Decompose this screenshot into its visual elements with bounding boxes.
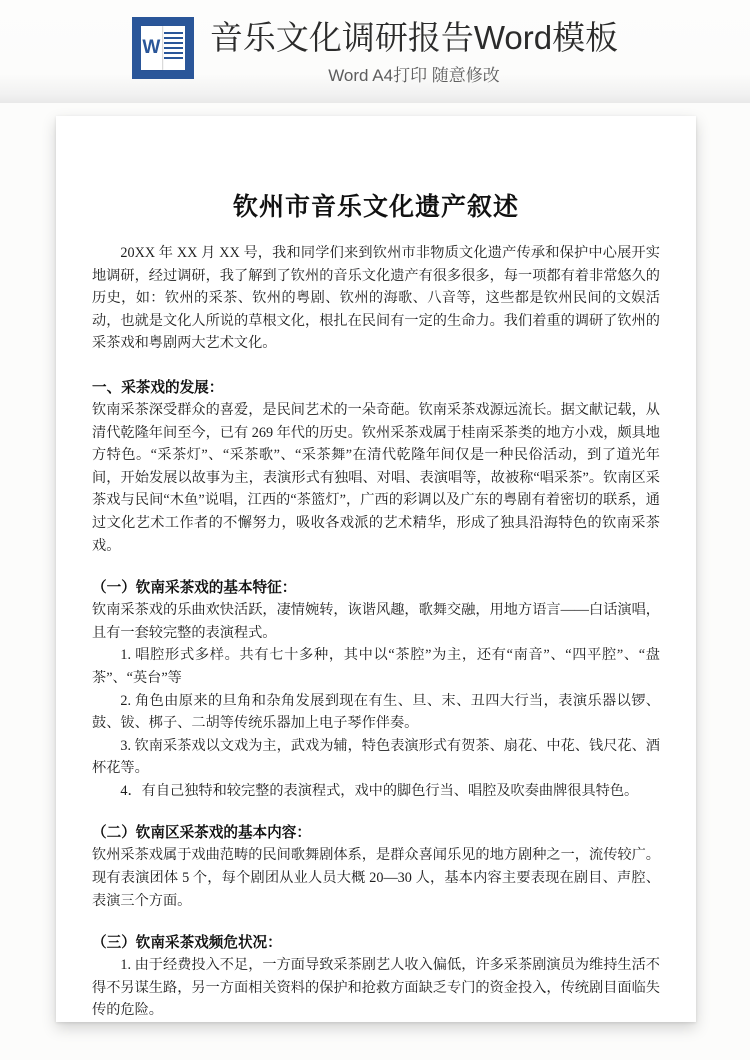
section-1-2-body: 钦州采茶戏属于戏曲范畴的民间歌舞剧体系，是群众喜闻乐见的地方剧种之一，流传较广。现有表演团体 5 个，每个剧团从业人员大概 20—30 人，基本内容主要表现在剧目、声腔、表演三个方面。 <box>92 847 660 909</box>
section-1-1-item-2: 2. 角色由原来的旦角和杂角发展到现在有生、旦、末、丑四大行当，表演乐器以锣、鼓、钹、梆子、二胡等传统乐器加上电子琴作伴奏。 <box>92 692 660 732</box>
intro-paragraph: 20XX 年 XX 月 XX 号，我和同学们来到钦州市非物质文化遗产传承和保护中心展开实地调研，经过调研，我了解到了钦州的音乐文化遗产有很多很多，每一项都有着非常悠久的历史，如：钦州的采茶、钦州的粤剧、钦州的海歌、八音等，这些都是钦州民间的文娱活动，也就是文化人所说的草根文化，根扎在民间有一定的生命力。我们着重的调研了钦州的采茶戏和粤剧两大艺术文化。 <box>92 245 660 352</box>
section-1-1-heading: （一）钦南采茶戏的基本特征： <box>92 580 297 597</box>
section-1-1-item-4: 4．有自己独特和较完整的表演程式，戏中的脚色行当、唱腔及吹奏曲牌很具特色。 <box>120 782 639 799</box>
section-1-3-item-1: 1. 由于经费投入不足，一方面导致采茶剧艺人收入偏低，许多采茶剧演员为维持生活不得不另谋生路，另一方面相关资料的保护和抢救方面缺乏专门的资金投入，传统剧目面临失传的危险。 <box>92 957 660 1019</box>
header-title: 音乐文化调研报告Word模板 <box>209 19 619 56</box>
document-title: 钦州市音乐文化遗产叙述 <box>232 194 519 221</box>
document-body <box>92 116 660 1022</box>
section-1-1-body: 钦南采茶戏的乐曲欢快活跃，凄情婉转，诙谐风趣，歌舞交融，用地方语言——白话演唱，且有一套较完整的表演程式。 <box>92 602 660 641</box>
word-logo-icon <box>132 17 194 79</box>
section-1-heading: 一、采茶戏的发展： <box>92 379 224 396</box>
word-logo-letter: W <box>142 37 161 58</box>
page-header <box>0 0 750 103</box>
section-1-2-heading: （二）钦南区采茶戏的基本内容： <box>92 825 311 842</box>
section-1-1-item-1: 1. 唱腔形式多样。共有七十多种，其中以“茶腔”为主，还有“南音”、“四平腔”、“盘茶”、“英台”等 <box>92 647 660 686</box>
document-page <box>56 116 696 1022</box>
section-1-1-item-3: 3. 钦南采茶戏以文戏为主，武戏为辅，特色表演形式有贺茶、扇花、中花、钱尺花、酒杯花等。 <box>92 737 660 777</box>
header-subtitle: Word A4打印 随意修改 <box>328 66 500 85</box>
header-text-group <box>210 17 618 89</box>
header-inner <box>132 0 618 89</box>
section-1-3-heading: （三）钦南采茶戏频危状况： <box>92 935 282 952</box>
word-logo-text-lines <box>164 32 183 65</box>
section-1-body: 钦南采茶深受群众的喜爱，是民间艺术的一朵奇葩。钦南采茶戏源远流长。据文献记载，从清代乾隆年间至今，已有 269 年代的历史。钦州采茶戏属于桂南采茶类的地方小戏，颇具地方特色。“采茶灯”、“采茶歌”、“采茶舞”在清代乾隆年间仅是一种民俗活动，到了道光年间，开始发展以故事为主，表演形式有独唱、对唱、表演唱等，故被称“唱采茶”。钦南区采茶戏与民间“木鱼”说唱，江西的“茶篮灯”，广西的彩调以及广东的粤剧有着密切的联系，通过文化艺术工作者的不懈努力，吸收各戏派的艺术精华，形成了独具沿海特色的钦南采茶戏。 <box>92 401 660 554</box>
